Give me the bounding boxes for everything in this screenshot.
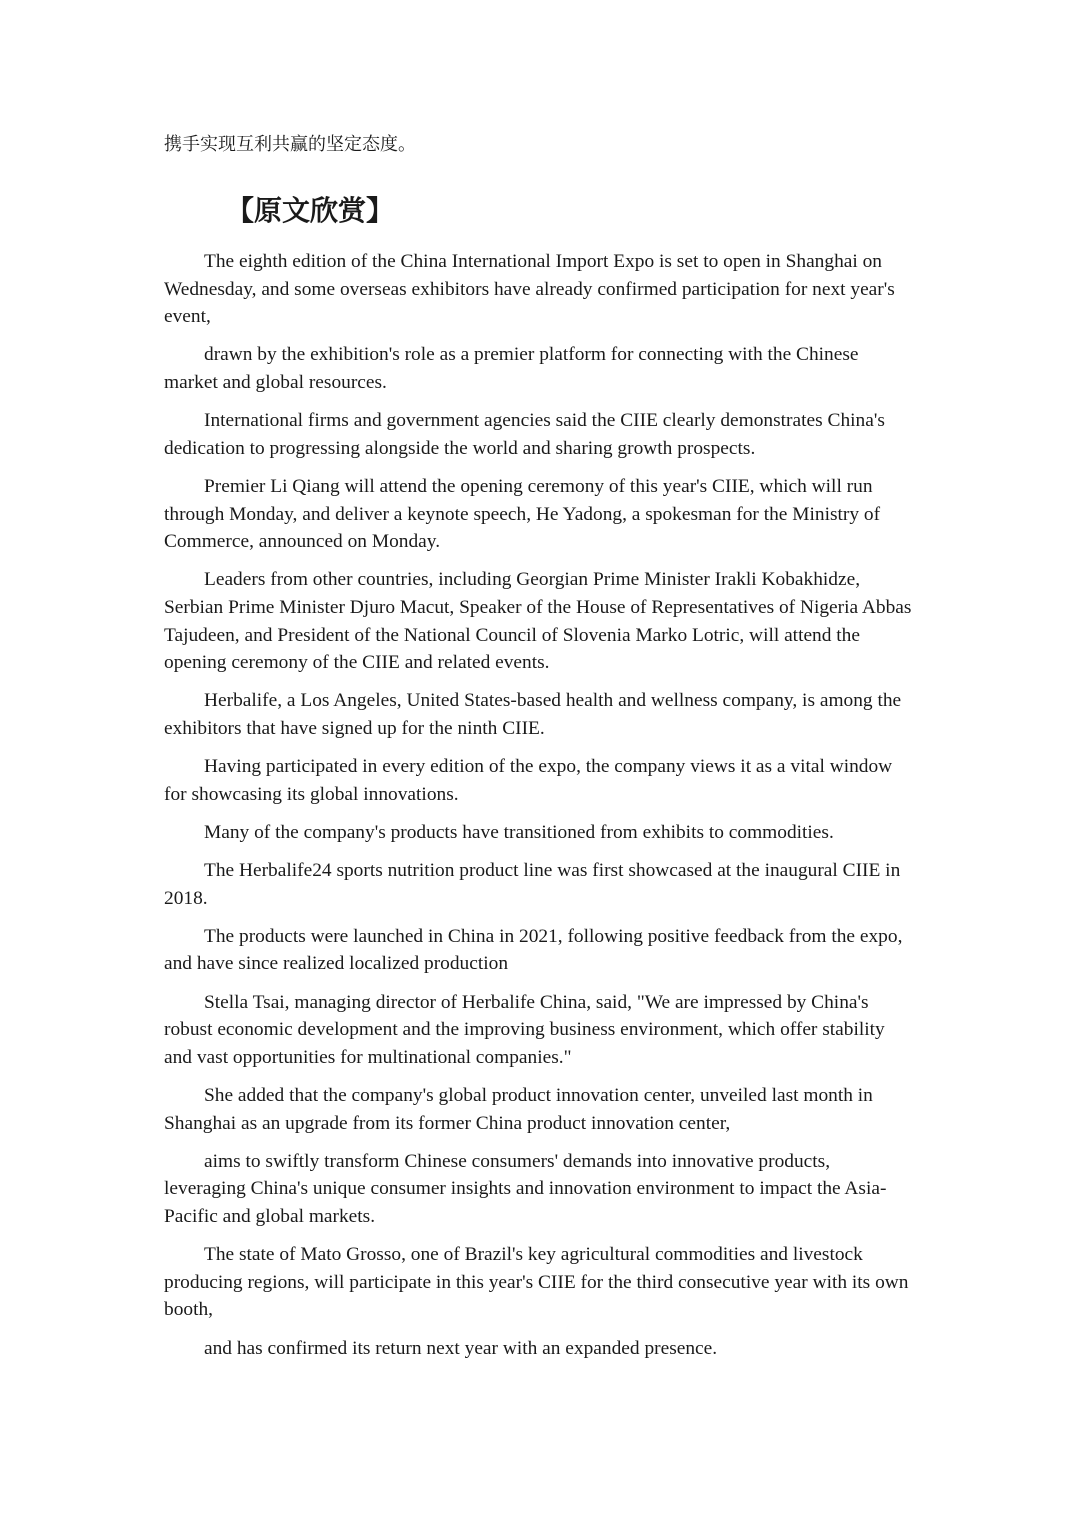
paragraph: Herbalife, a Los Angeles, United States-based health and wellness company, is among the exhibitors that have signed up for the ninth CIIE.: [164, 690, 902, 739]
paragraph: The products were launched in China in 2021, following positive feedback from the expo, and have since realized localized production: [164, 925, 903, 975]
paragraph: She added that the company's global product innovation center, unveiled last month in Shanghai as an upgrade from its former China product innovation center,: [164, 1084, 873, 1134]
lead-text: 携手实现互利共赢的坚定态度。: [164, 134, 416, 155]
paragraph: Many of the company's products have transitioned from exhibits to commodities.: [204, 821, 834, 843]
paragraph: and has confirmed its return next year with an expanded presence.: [204, 1337, 718, 1359]
paragraph: aims to swiftly transform Chinese consumers' demands into innovative products, leveraging China's unique consumer insights and innovation environment to impact the Asia-Pacific and global markets.: [164, 1150, 887, 1227]
paragraph: Leaders from other countries, including Georgian Prime Minister Irakli Kobakhidze, Serbian Prime Minister Djuro Macut, Speaker of the House of Representatives of Nigeria Abbas Tajudeen, and President of the National Council of Slovenia Marko Lotric, will attend the opening ceremony of the CIIE and related events.: [164, 569, 912, 674]
paragraph: The eighth edition of the China International Import Expo is set to open in Shanghai on Wednesday, and some overseas exhibitors have already confirmed participation for next year's event,: [164, 251, 895, 328]
paragraph: The Herbalife24 sports nutrition product line was first showcased at the inaugural CIIE in 2018.: [164, 860, 901, 909]
paragraph: Premier Li Qiang will attend the opening ceremony of this year's CIIE, which will run through Monday, and deliver a keynote speech, He Yadong, a spokesman for the Ministry of Commerce, announced on Monday.: [164, 475, 881, 553]
section-heading: 【原文欣赏】: [226, 194, 395, 227]
paragraph: drawn by the exhibition's role as a premier platform for connecting with the Chinese market and global resources.: [164, 344, 859, 393]
paragraph: Having participated in every edition of the expo, the company views it as a vital window for showcasing its global innovations.: [164, 756, 893, 805]
paragraph: International firms and government agencies said the CIIE clearly demonstrates China's dedication to progressing alongside the world and sharing growth prospects.: [164, 410, 885, 459]
paragraph: The state of Mato Grosso, one of Brazil's key agricultural commodities and livestock producing regions, will participate in this year's CIIE for the third consecutive year with its own booth,: [164, 1244, 909, 1321]
article-body: [164, 248, 916, 1373]
paragraph: Stella Tsai, managing director of Herbalife China, said, "We are impressed by China's robust economic development and the improving business environment, which offer stability and vast opportunities for multinational companies.": [164, 991, 885, 1068]
